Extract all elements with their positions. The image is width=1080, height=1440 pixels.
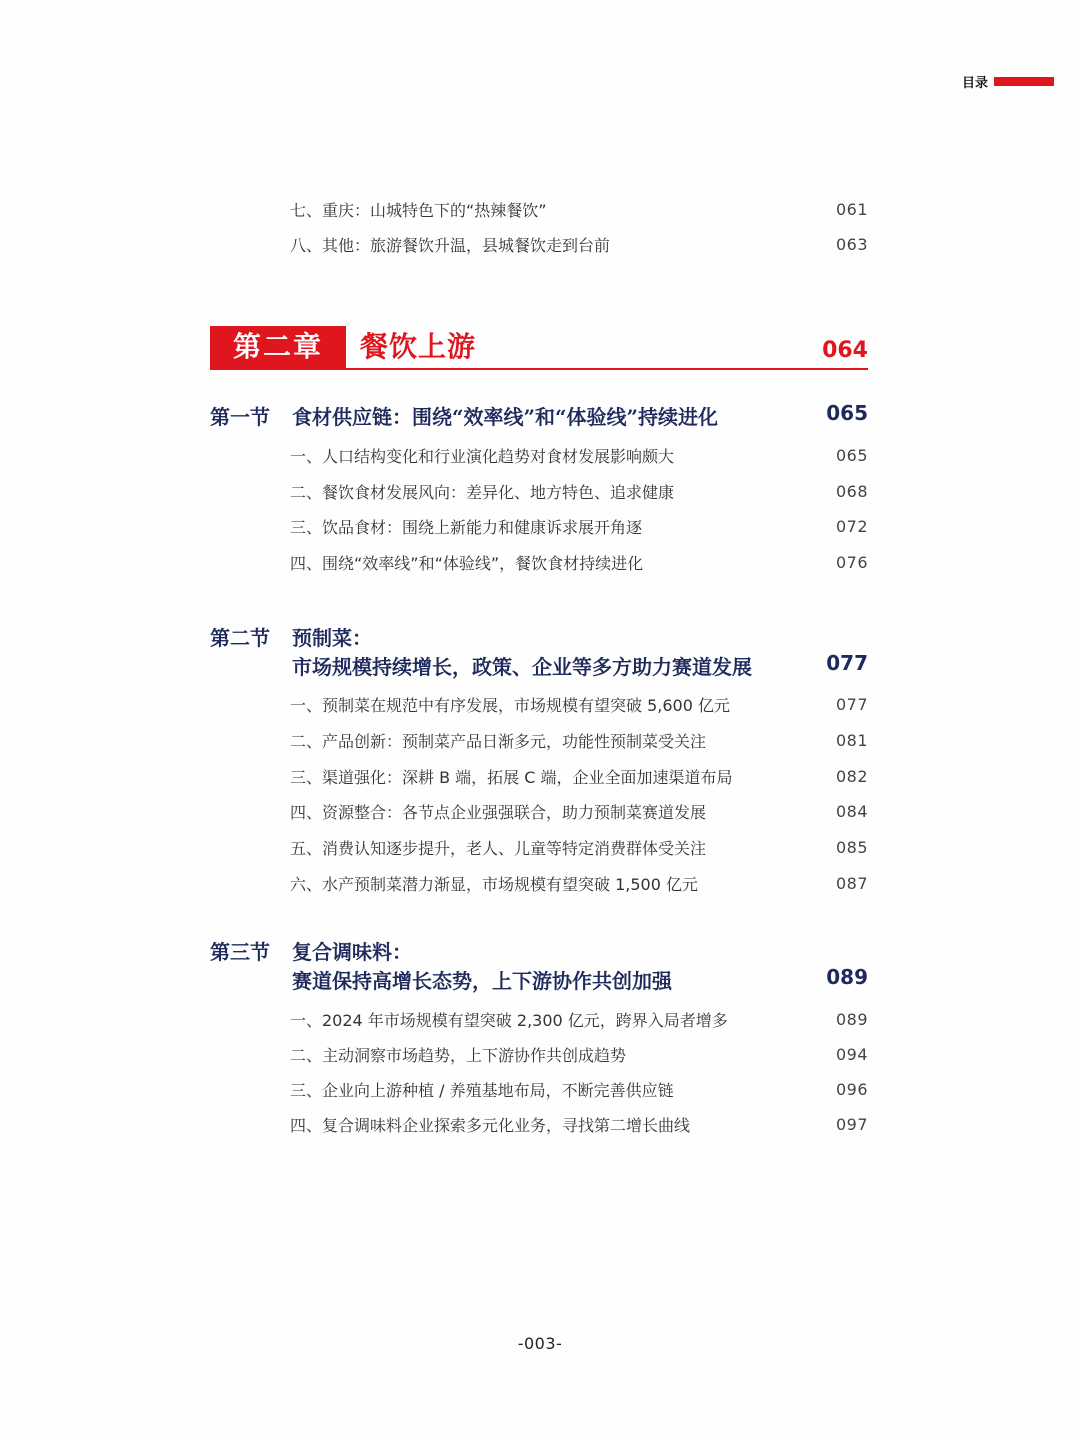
toc-entry[interactable] bbox=[290, 1078, 868, 1100]
toc-entry-page: 089 bbox=[835, 1009, 868, 1029]
toc-entry-page: 065 bbox=[835, 445, 868, 465]
toc-entry[interactable] bbox=[290, 800, 868, 822]
toc-entry-title: 二、产品创新：预制菜产品日渐多元，功能性预制菜受关注 bbox=[290, 731, 707, 751]
toc-entry[interactable] bbox=[290, 444, 868, 466]
chapter-heading[interactable] bbox=[210, 326, 868, 370]
page-number: -003- bbox=[517, 1334, 563, 1353]
toc-entry-title: 一、人口结构变化和行业演化趋势对食材发展影响颇大 bbox=[290, 446, 675, 466]
section-title: 食材供应链：围绕“效率线”和“体验线”持续进化 bbox=[292, 405, 719, 429]
header-accent-bar bbox=[994, 77, 1054, 86]
toc-entry-page: 068 bbox=[835, 481, 868, 501]
header-label: 目录 bbox=[961, 75, 988, 91]
section-subtitle: 赛道保持高增长态势，上下游协作共创加强 bbox=[292, 969, 672, 993]
section-heading[interactable] bbox=[210, 936, 868, 994]
toc-entry-page: 082 bbox=[835, 766, 868, 786]
toc-entry-page: 077 bbox=[835, 694, 868, 714]
section-label: 第三节 bbox=[210, 940, 270, 964]
section-title: 预制菜： bbox=[292, 626, 372, 650]
chapter-underline bbox=[210, 368, 868, 370]
toc-entry[interactable] bbox=[290, 765, 868, 787]
toc-entry-title: 三、渠道强化：深耕 B 端，拓展 C 端，企业全面加速渠道布局 bbox=[290, 767, 733, 787]
section-heading[interactable] bbox=[210, 622, 868, 680]
toc-entry-title: 六、水产预制菜潜力渐显，市场规模有望突破 1,500 亿元 bbox=[290, 874, 698, 894]
toc-entry-page: 084 bbox=[835, 801, 868, 821]
toc-entry[interactable] bbox=[290, 480, 868, 502]
toc-entry-page: 076 bbox=[835, 552, 868, 572]
chapter-label: 第二章 bbox=[210, 326, 346, 368]
toc-entry-page: 085 bbox=[835, 837, 868, 857]
section-subtitle: 市场规模持续增长，政策、企业等多方助力赛道发展 bbox=[292, 655, 752, 679]
toc-entry[interactable] bbox=[290, 836, 868, 858]
toc-entry[interactable] bbox=[290, 1113, 868, 1135]
toc-entry-title: 四、复合调味料企业探索多元化业务，寻找第二增长曲线 bbox=[290, 1115, 691, 1135]
section-heading[interactable] bbox=[210, 401, 868, 429]
toc-entry-title: 一、预制菜在规范中有序发展，市场规模有望突破 5,600 亿元 bbox=[290, 695, 730, 715]
chapter-page: 064 bbox=[822, 338, 868, 363]
section-title: 复合调味料： bbox=[292, 940, 412, 964]
toc-entry[interactable] bbox=[290, 198, 868, 220]
toc-entry-title: 三、企业向上游种植 / 养殖基地布局，不断完善供应链 bbox=[290, 1080, 674, 1100]
toc-entry-page: 063 bbox=[835, 234, 868, 254]
section-header-tag bbox=[962, 73, 1054, 89]
toc-entry-page: 061 bbox=[835, 199, 868, 219]
toc-entry-page: 094 bbox=[835, 1044, 868, 1064]
toc-entry[interactable] bbox=[290, 233, 868, 255]
toc-entry-title: 二、主动洞察市场趋势，上下游协作共创成趋势 bbox=[290, 1045, 627, 1065]
toc-entry-page: 096 bbox=[835, 1079, 868, 1099]
toc-entry-page: 087 bbox=[835, 873, 868, 893]
toc-entry[interactable] bbox=[290, 515, 868, 537]
section-page: 089 bbox=[826, 965, 868, 989]
section-label: 第二节 bbox=[210, 626, 270, 650]
toc-entry-title: 一、2024 年市场规模有望突破 2,300 亿元，跨界入局者增多 bbox=[290, 1010, 728, 1030]
toc-entry-title: 四、资源整合：各节点企业强强联合，助力预制菜赛道发展 bbox=[290, 802, 707, 822]
toc-entry-title: 八、其他：旅游餐饮升温，县城餐饮走到台前 bbox=[290, 235, 611, 255]
section-page: 065 bbox=[826, 401, 868, 425]
toc-entry-title: 二、餐饮食材发展风向：差异化、地方特色、追求健康 bbox=[290, 482, 675, 502]
chapter-title: 餐饮上游 bbox=[360, 330, 477, 363]
toc-entry-title: 五、消费认知逐步提升，老人、儿童等特定消费群体受关注 bbox=[290, 838, 707, 858]
section-page: 077 bbox=[826, 651, 868, 675]
table-of-contents bbox=[210, 0, 870, 1440]
toc-entry-page: 081 bbox=[835, 730, 868, 750]
toc-entry-page: 097 bbox=[835, 1114, 868, 1134]
toc-entry-title: 三、饮品食材：围绕上新能力和健康诉求展开角逐 bbox=[290, 517, 643, 537]
toc-entry[interactable] bbox=[290, 1008, 868, 1030]
toc-entry[interactable] bbox=[290, 551, 868, 573]
toc-entry[interactable] bbox=[290, 729, 868, 751]
toc-entry[interactable] bbox=[290, 1043, 868, 1065]
toc-entry-page: 072 bbox=[835, 516, 868, 536]
toc-entry[interactable] bbox=[290, 872, 868, 894]
toc-entry[interactable] bbox=[290, 693, 868, 715]
section-label: 第一节 bbox=[210, 405, 270, 429]
toc-entry-title: 四、围绕“效率线”和“体验线”，餐饮食材持续进化 bbox=[290, 553, 644, 573]
toc-entry-title: 七、重庆：山城特色下的“热辣餐饮” bbox=[290, 200, 547, 220]
